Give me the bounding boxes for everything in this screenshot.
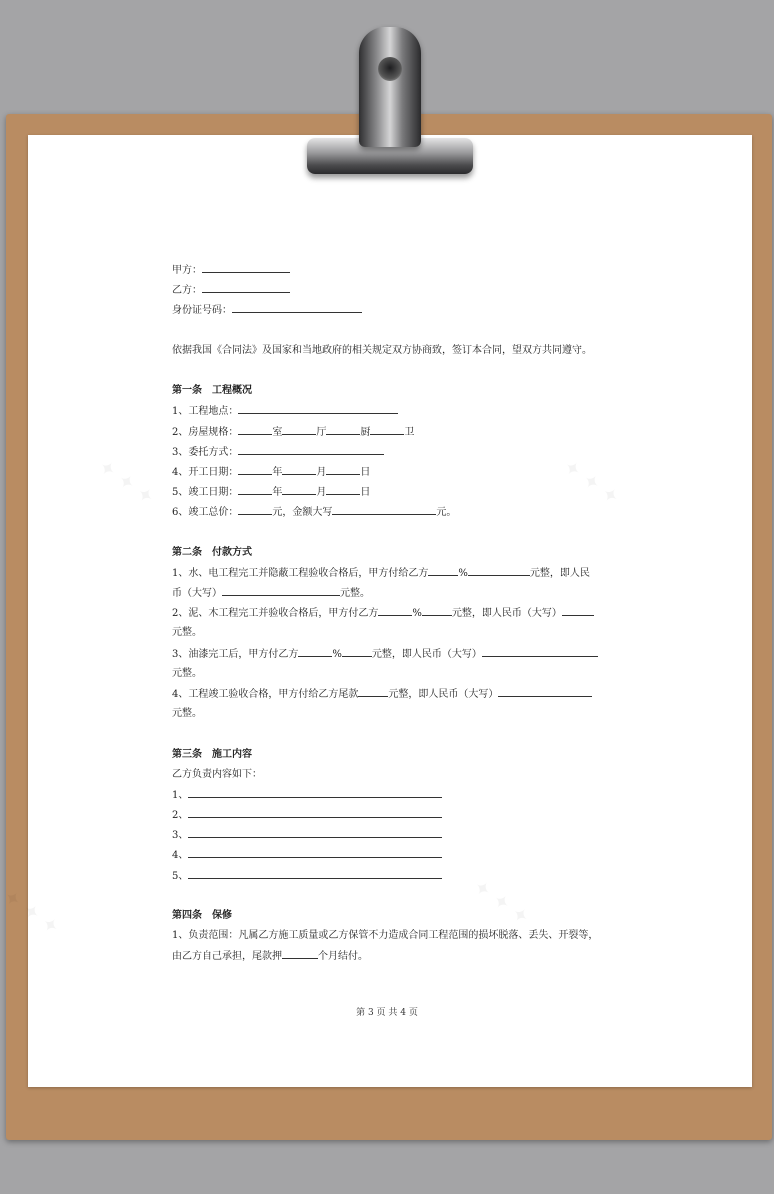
s3-item-5: 5、 [172,866,612,886]
id-number-line [172,300,612,320]
s1-line-3: 3、委托方式： [172,442,612,462]
s2-p3-line-2: 元整。 [172,667,202,679]
section-4-title: 第四条 保修 [172,910,232,921]
s2-p2-line-2: 元整。 [172,627,202,639]
blank-field [232,300,362,313]
s3-item-3: 3、 [172,825,612,845]
party-b-label: 乙方： [172,285,202,297]
s3-item-2: 2、 [172,805,612,825]
id-number-label: 身份证号码： [172,305,232,317]
party-b-line [172,280,612,300]
s4-line-2: 由乙方自己承担，尾款押 个月结付。 [172,946,612,966]
s2-p4-line-1: 4、工程竣工验收合格，甲方付给乙方尾款 元整，即人民币（大写） [172,684,612,704]
s3-intro: 乙方负责内容如下： [172,768,262,780]
party-a-line [172,260,612,280]
s3-item-1: 1、 [172,785,612,805]
s1-line-6: 6、竣工总价： 元，金额大写 元。 [172,502,612,522]
s2-p1-line-1: 1、水、电工程完工并隐蔽工程验收合格后，甲方付给乙方 % 元整，即人民 [172,563,612,583]
blank-field [238,442,384,455]
section-1-title: 第一条 工程概况 [172,385,252,397]
s2-p3-line-1: 3、油漆完工后，甲方付乙方 % 元整，即人民币（大写） [172,644,612,664]
intro-text: 依据我国《合同法》及国家和当地政府的相关规定双方协商致，签订本合同，望双方共同遵守。 [172,344,592,356]
s2-p1-line-2: 币（大写） 元整。 [172,583,612,603]
page-number: 第 3 页 共 4 页 [356,1008,418,1018]
s1-line-4: 4、开工日期： 年 月 日 [172,462,612,482]
section-2-title: 第二条 付款方式 [172,546,252,558]
s1-line-2: 2、房屋规格： 室 厅 厨 卫 [172,422,612,442]
binder-clip-handle [359,27,421,147]
party-a-label: 甲方： [172,265,202,276]
s2-p2-line-1: 2、泥、木工程完工并验收合格后，甲方付乙方 % 元整，即人民币（大写） [172,603,612,623]
contract-body [172,260,612,967]
s3-item-4: 4、 [172,845,612,865]
s4-line-1: 1、负责范围：凡属乙方施工质量或乙方保管不力造成合同工程范围的损坏脱落、丢失、开裂等， [172,930,599,942]
blank-field [238,401,398,414]
section-3-title: 第三条 施工内容 [172,748,252,760]
s2-p4-line-2: 元整。 [172,708,202,720]
blank-field [202,280,290,293]
s1-line-1: 1、工程地点： [172,401,612,421]
binder-clip-hole [378,57,402,81]
s1-line-5: 5、竣工日期： 年 月 日 [172,482,612,502]
blank-field [202,260,290,273]
